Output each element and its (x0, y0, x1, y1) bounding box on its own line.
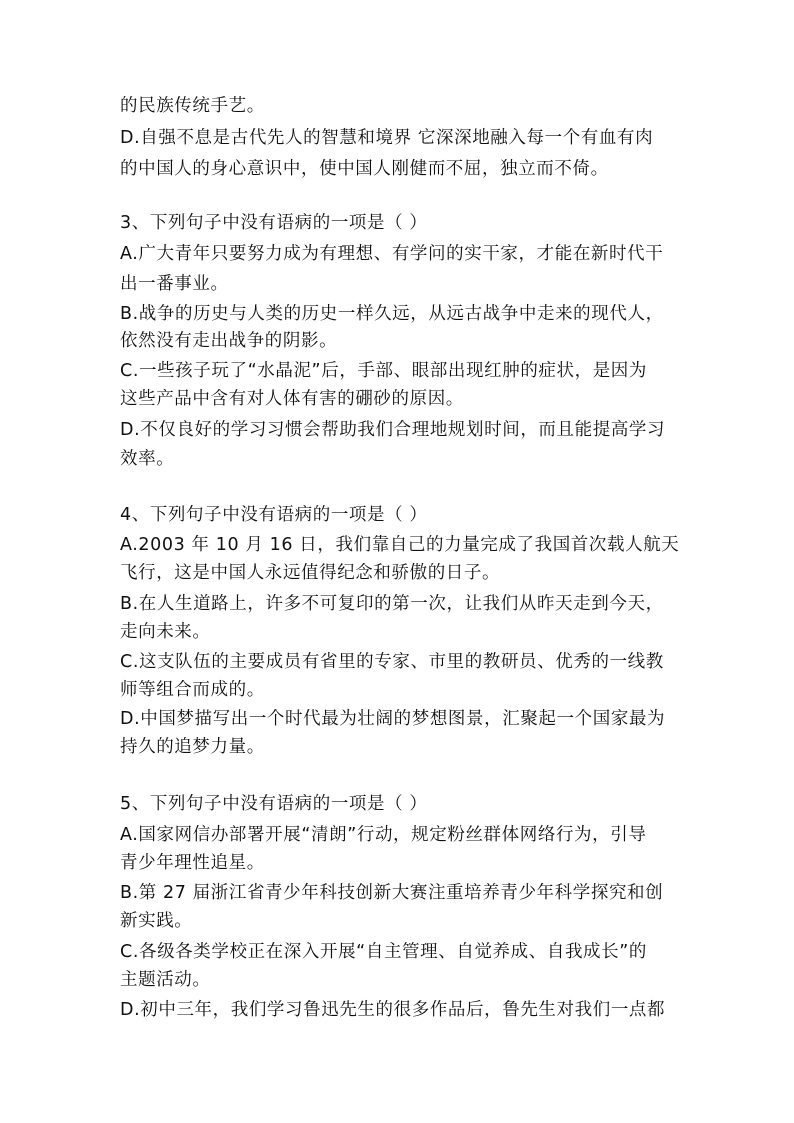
option-a-line: A.2003 年 10 月 16 日，我们靠自己的力量完成了我国首次载人航天 (120, 535, 680, 555)
text-line: 师等组合而成的。 (120, 680, 265, 700)
text-line: 持久的追梦力量。 (120, 737, 265, 757)
text-line: 出一番事业。 (120, 274, 229, 294)
text-line: 的中国人的身心意识中，使中国人刚健而不屈，独立而不倚。 (120, 159, 609, 179)
option-a-line: A.广大青年只要努力成为有理想、有学问的实干家，才能在新时代干 (120, 244, 664, 264)
option-d-line: D.不仅良好的学习习惯会帮助我们合理地规划时间，而且能提高学习 (120, 420, 666, 440)
text-line: 效率。 (120, 449, 175, 469)
option-b-line: B.战争的历史与人类的历史一样久远，从远古战争中走来的现代人， (120, 304, 664, 324)
text-line: 新实践。 (120, 911, 193, 931)
option-d-line: D.中国梦描写出一个时代最为壮阔的梦想图景，汇聚起一个国家最为 (120, 709, 666, 729)
text-line: 走向未来。 (120, 622, 211, 642)
question-3-title: 3、下列句子中没有语病的一项是（ ） (120, 213, 428, 233)
option-a-line: A.国家网信办部署开展“清朗”行动，规定粉丝群体网络行为，引导 (120, 825, 647, 845)
option-d-line: D.自强不息是古代先人的智慧和境界 它深深地融入每一个有血有肉 (120, 128, 654, 148)
text-line: 依然没有走出战争的阴影。 (120, 331, 338, 351)
option-c-line: C.这支队伍的主要成员有省里的专家、市里的教研员、优秀的一线教 (120, 652, 664, 672)
text-line: 的民族传统手艺。 (120, 96, 265, 116)
option-c-line: C.各级各类学校正在深入开展“自主管理、自觉养成、自我成长”的 (120, 942, 648, 962)
option-b-line: B.第 27 届浙江省青少年科技创新大赛注重培养青少年科学探究和创 (120, 883, 664, 903)
text-line: 主题活动。 (120, 970, 211, 990)
text-line: 青少年理性追星。 (120, 853, 265, 873)
option-d-line: D.初中三年，我们学习鲁迅先生的很多作品后，鲁先生对我们一点都 (120, 1000, 666, 1020)
text-line: 这些产品中含有对人体有害的硼砂的原因。 (120, 389, 464, 409)
option-c-line: C.一些孩子玩了“水晶泥”后，手部、眼部出现红肿的症状，是因为 (120, 361, 648, 381)
question-4-title: 4、下列句子中没有语病的一项是（ ） (120, 505, 428, 525)
text-line: 飞行，这是中国人永远值得纪念和骄傲的日子。 (120, 563, 501, 583)
question-5-title: 5、下列句子中没有语病的一项是（ ） (120, 794, 428, 814)
option-b-line: B.在人生道路上，许多不可复印的第一次，让我们从昨天走到今天， (120, 594, 664, 614)
